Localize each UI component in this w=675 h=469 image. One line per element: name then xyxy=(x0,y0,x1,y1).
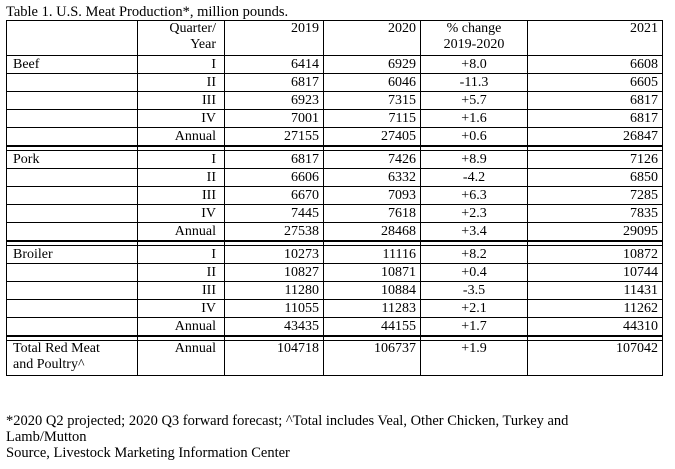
table-row xyxy=(7,205,663,223)
quarter-cell: Annual xyxy=(138,128,225,147)
value-2019-cell: 6414 xyxy=(225,56,324,74)
group-name-empty xyxy=(7,92,138,110)
header-change xyxy=(421,21,528,56)
value-2020-cell: 11116 xyxy=(324,246,421,264)
value-2020-cell: 44155 xyxy=(324,318,421,337)
table-row xyxy=(7,318,663,337)
value-2020-cell: 10871 xyxy=(324,264,421,282)
header-2021: 2021 xyxy=(528,21,663,56)
table-row xyxy=(7,128,663,147)
total-quarter-cell: Annual xyxy=(138,341,225,376)
change-cell: +6.3 xyxy=(421,187,528,205)
table-row xyxy=(7,300,663,318)
group-name: Beef xyxy=(7,56,138,74)
change-cell: +2.1 xyxy=(421,300,528,318)
table-row xyxy=(7,110,663,128)
change-cell: +1.7 xyxy=(421,318,528,337)
table-row xyxy=(7,74,663,92)
value-2021-cell: 29095 xyxy=(528,223,663,242)
change-cell: +3.4 xyxy=(421,223,528,242)
value-2019-cell: 27538 xyxy=(225,223,324,242)
value-2021-cell: 7126 xyxy=(528,151,663,169)
value-2019-cell: 27155 xyxy=(225,128,324,147)
value-2019-cell: 7001 xyxy=(225,110,324,128)
group-name-empty xyxy=(7,300,138,318)
header-2019: 2019 xyxy=(225,21,324,56)
value-2021-cell: 11431 xyxy=(528,282,663,300)
table-row xyxy=(7,264,663,282)
value-2019-cell: 6670 xyxy=(225,187,324,205)
change-cell: -3.5 xyxy=(421,282,528,300)
group-name-empty xyxy=(7,169,138,187)
value-2020-cell: 6046 xyxy=(324,74,421,92)
footnote-line2: Lamb/Mutton xyxy=(6,429,87,445)
change-cell: +8.0 xyxy=(421,56,528,74)
value-2021-cell: 7835 xyxy=(528,205,663,223)
group-name-empty xyxy=(7,318,138,337)
header-2020: 2020 xyxy=(324,21,421,56)
quarter-cell: IV xyxy=(138,300,225,318)
total-2020-cell: 106737 xyxy=(324,341,421,376)
value-2021-cell: 6608 xyxy=(528,56,663,74)
table-row xyxy=(7,56,663,74)
header-change-line1: % change xyxy=(446,21,502,36)
total-change-cell: +1.9 xyxy=(421,341,528,376)
quarter-cell: I xyxy=(138,56,225,74)
quarter-cell: II xyxy=(138,169,225,187)
table-row xyxy=(7,151,663,169)
value-2019-cell: 6606 xyxy=(225,169,324,187)
value-2020-cell: 7426 xyxy=(324,151,421,169)
quarter-cell: I xyxy=(138,151,225,169)
header-quarter-line1: Quarter/ xyxy=(169,21,216,36)
header-change-line2: 2019-2020 xyxy=(443,37,505,52)
group-name-empty xyxy=(7,128,138,147)
value-2021-cell: 11262 xyxy=(528,300,663,318)
value-2019-cell: 10827 xyxy=(225,264,324,282)
total-row xyxy=(7,341,663,376)
table-row xyxy=(7,246,663,264)
quarter-cell: I xyxy=(138,246,225,264)
meat-production-table xyxy=(6,20,663,376)
header-quarter-line2: Year xyxy=(190,37,216,52)
value-2020-cell: 10884 xyxy=(324,282,421,300)
value-2019-cell: 43435 xyxy=(225,318,324,337)
quarter-cell: IV xyxy=(138,205,225,223)
group-name-empty xyxy=(7,74,138,92)
group-name-empty xyxy=(7,187,138,205)
value-2019-cell: 10273 xyxy=(225,246,324,264)
value-2020-cell: 7115 xyxy=(324,110,421,128)
quarter-cell: IV xyxy=(138,110,225,128)
value-2021-cell: 10744 xyxy=(528,264,663,282)
value-2019-cell: 7445 xyxy=(225,205,324,223)
total-name-line2: and Poultry^ xyxy=(13,357,85,372)
value-2020-cell: 7315 xyxy=(324,92,421,110)
change-cell: -4.2 xyxy=(421,169,528,187)
table-row xyxy=(7,282,663,300)
quarter-cell: III xyxy=(138,92,225,110)
source-note: Source, Livestock Marketing Information Center xyxy=(6,445,290,461)
total-name-line1: Total Red Meat xyxy=(13,341,100,356)
change-cell: +5.7 xyxy=(421,92,528,110)
quarter-cell: III xyxy=(138,187,225,205)
change-cell: +0.4 xyxy=(421,264,528,282)
value-2020-cell: 28468 xyxy=(324,223,421,242)
change-cell: +1.6 xyxy=(421,110,528,128)
table-row xyxy=(7,92,663,110)
value-2021-cell: 6817 xyxy=(528,92,663,110)
change-cell: -11.3 xyxy=(421,74,528,92)
total-2019-cell: 104718 xyxy=(225,341,324,376)
quarter-cell: Annual xyxy=(138,318,225,337)
value-2021-cell: 6605 xyxy=(528,74,663,92)
group-name-empty xyxy=(7,110,138,128)
value-2019-cell: 6817 xyxy=(225,74,324,92)
value-2021-cell: 26847 xyxy=(528,128,663,147)
change-cell: +8.9 xyxy=(421,151,528,169)
quarter-cell: II xyxy=(138,74,225,92)
value-2020-cell: 7618 xyxy=(324,205,421,223)
value-2019-cell: 6817 xyxy=(225,151,324,169)
table-row xyxy=(7,187,663,205)
value-2021-cell: 6817 xyxy=(528,110,663,128)
value-2019-cell: 11280 xyxy=(225,282,324,300)
value-2020-cell: 7093 xyxy=(324,187,421,205)
value-2021-cell: 7285 xyxy=(528,187,663,205)
total-name xyxy=(7,341,138,376)
value-2021-cell: 6850 xyxy=(528,169,663,187)
value-2019-cell: 11055 xyxy=(225,300,324,318)
change-cell: +0.6 xyxy=(421,128,528,147)
quarter-cell: II xyxy=(138,264,225,282)
header-quarter-year xyxy=(138,21,225,56)
value-2020-cell: 11283 xyxy=(324,300,421,318)
header-row xyxy=(7,21,663,56)
group-name-empty xyxy=(7,205,138,223)
value-2019-cell: 6923 xyxy=(225,92,324,110)
quarter-cell: III xyxy=(138,282,225,300)
value-2020-cell: 6332 xyxy=(324,169,421,187)
value-2020-cell: 6929 xyxy=(324,56,421,74)
header-blank xyxy=(7,21,138,56)
quarter-cell: Annual xyxy=(138,223,225,242)
value-2020-cell: 27405 xyxy=(324,128,421,147)
group-name-empty xyxy=(7,264,138,282)
footnote-line1: *2020 Q2 projected; 2020 Q3 forward forecast; ^Total includes Veal, Other Chicken, Turkey and xyxy=(6,413,569,429)
group-name-empty xyxy=(7,282,138,300)
table-row xyxy=(7,169,663,187)
change-cell: +8.2 xyxy=(421,246,528,264)
group-name: Broiler xyxy=(7,246,138,264)
total-2021-cell: 107042 xyxy=(528,341,663,376)
table-body xyxy=(7,21,663,376)
group-name-empty xyxy=(7,223,138,242)
group-name: Pork xyxy=(7,151,138,169)
change-cell: +2.3 xyxy=(421,205,528,223)
value-2021-cell: 10872 xyxy=(528,246,663,264)
value-2021-cell: 44310 xyxy=(528,318,663,337)
table-row xyxy=(7,223,663,242)
table-title: Table 1. U.S. Meat Production*, million pounds. xyxy=(6,4,289,20)
